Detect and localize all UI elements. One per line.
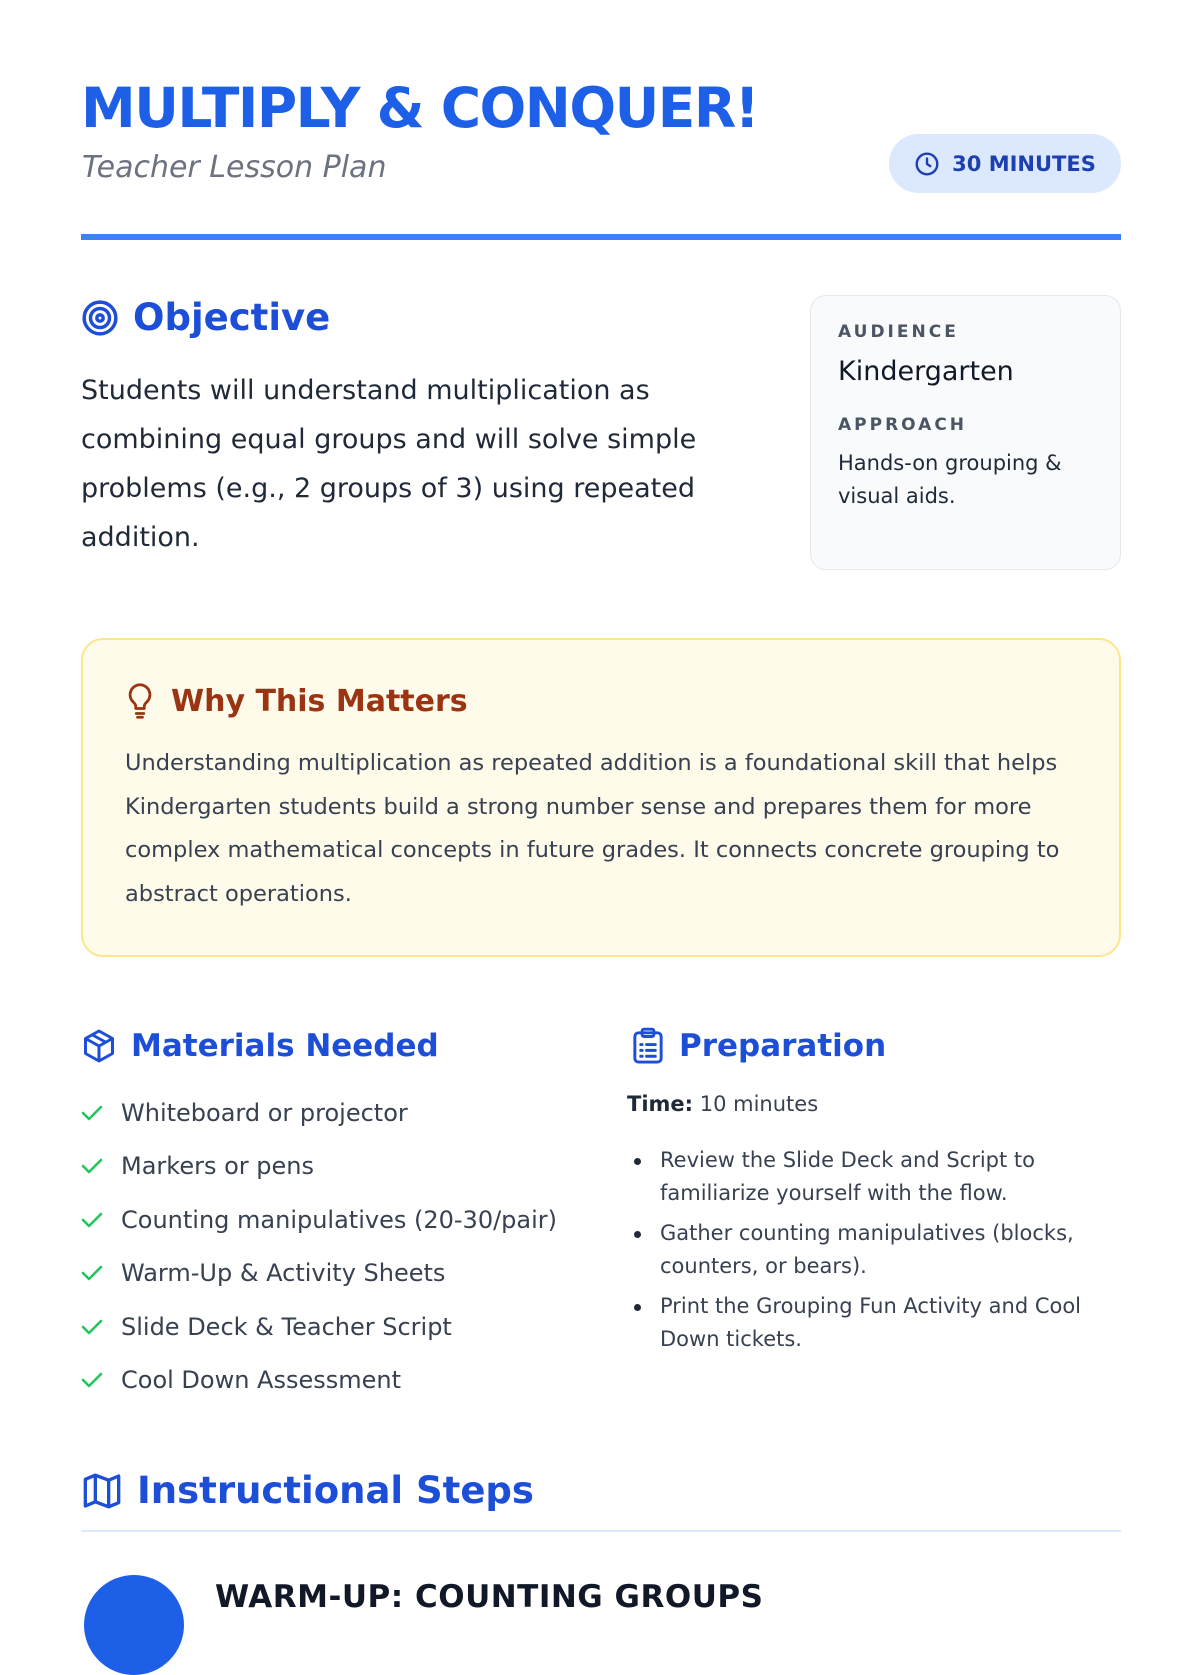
preparation-time: [627, 1092, 818, 1116]
materials-list: [81, 1086, 557, 1407]
material-item-text: Markers or pens: [121, 1152, 314, 1181]
check-icon: [81, 1211, 103, 1229]
lightbulb-icon: [125, 682, 155, 720]
approach-label: APPROACH: [838, 415, 968, 435]
audience-label: AUDIENCE: [838, 322, 959, 342]
page-subtitle: Teacher Lesson Plan: [82, 150, 387, 185]
audience-value: Kindergarten: [838, 356, 1014, 387]
clock-icon: [914, 151, 940, 177]
list-item: [81, 1086, 557, 1140]
header-divider: [81, 234, 1121, 240]
list-item: Print the Grouping Fun Activity and Cool Down tickets.: [627, 1290, 1097, 1356]
duration-label: 30 MINUTES: [952, 151, 1096, 176]
instructional-steps-heading-text: Instructional Steps: [137, 1469, 534, 1512]
preparation-heading: [631, 1027, 886, 1065]
step-title: WARM-UP: COUNTING GROUPS: [215, 1579, 764, 1615]
preparation-list: [627, 1144, 1097, 1363]
check-icon: [81, 1104, 103, 1122]
check-icon: [81, 1264, 103, 1282]
objective-text: Students will understand multiplication as combining equal groups and will solve simple problems (e.g., 2 groups of 3) using repeated addition.: [81, 375, 697, 553]
material-item-text: Whiteboard or projector: [121, 1098, 408, 1127]
package-icon: [81, 1027, 117, 1065]
approach-value: Hands-on grouping & visual aids.: [838, 451, 1062, 508]
clipboard-icon: [631, 1027, 665, 1065]
step-number-circle: [84, 1575, 184, 1675]
lesson-plan-page: [81, 0, 1121, 1615]
material-item-text: Counting manipulatives (20-30/pair): [121, 1205, 558, 1234]
why-heading-text: Why This Matters: [171, 683, 468, 719]
check-icon: [81, 1371, 103, 1389]
preparation-heading-text: Preparation: [679, 1028, 887, 1064]
page-title: MULTIPLY & CONQUER!: [81, 76, 759, 140]
objective-heading-text: Objective: [133, 296, 331, 339]
list-item: [81, 1354, 557, 1408]
check-icon: [81, 1318, 103, 1336]
why-this-matters-callout: [81, 638, 1121, 957]
objective-heading: [81, 296, 330, 339]
audience-card: [810, 295, 1121, 570]
preparation-time-label: Time:: [627, 1092, 694, 1116]
material-item-text: Slide Deck & Teacher Script: [121, 1312, 452, 1341]
why-heading: [125, 682, 1077, 720]
materials-heading: [81, 1027, 439, 1065]
steps-divider: [81, 1530, 1121, 1532]
list-item: [81, 1300, 557, 1354]
list-item: [81, 1247, 557, 1301]
why-text: Understanding multiplication as repeated addition is a foundational skill that helps Kindergarten students build a strong number sense and prepares them for more complex mathematical concepts in future grades. It connects concrete grouping to abstract operations.: [125, 750, 1060, 907]
material-item-text: Warm-Up & Activity Sheets: [121, 1259, 446, 1288]
check-icon: [81, 1157, 103, 1175]
map-icon: [81, 1471, 123, 1511]
instructional-steps-heading: [81, 1469, 534, 1512]
materials-heading-text: Materials Needed: [131, 1028, 439, 1064]
list-item: Review the Slide Deck and Script to familiarize yourself with the flow.: [627, 1144, 1097, 1210]
list-item: [81, 1193, 557, 1247]
duration-badge: [889, 134, 1121, 193]
list-item: [81, 1140, 557, 1194]
preparation-time-value: 10 minutes: [699, 1092, 819, 1116]
list-item: Gather counting manipulatives (blocks, counters, or bears).: [627, 1217, 1097, 1283]
material-item-text: Cool Down Assessment: [121, 1366, 402, 1395]
target-icon: [81, 299, 119, 337]
